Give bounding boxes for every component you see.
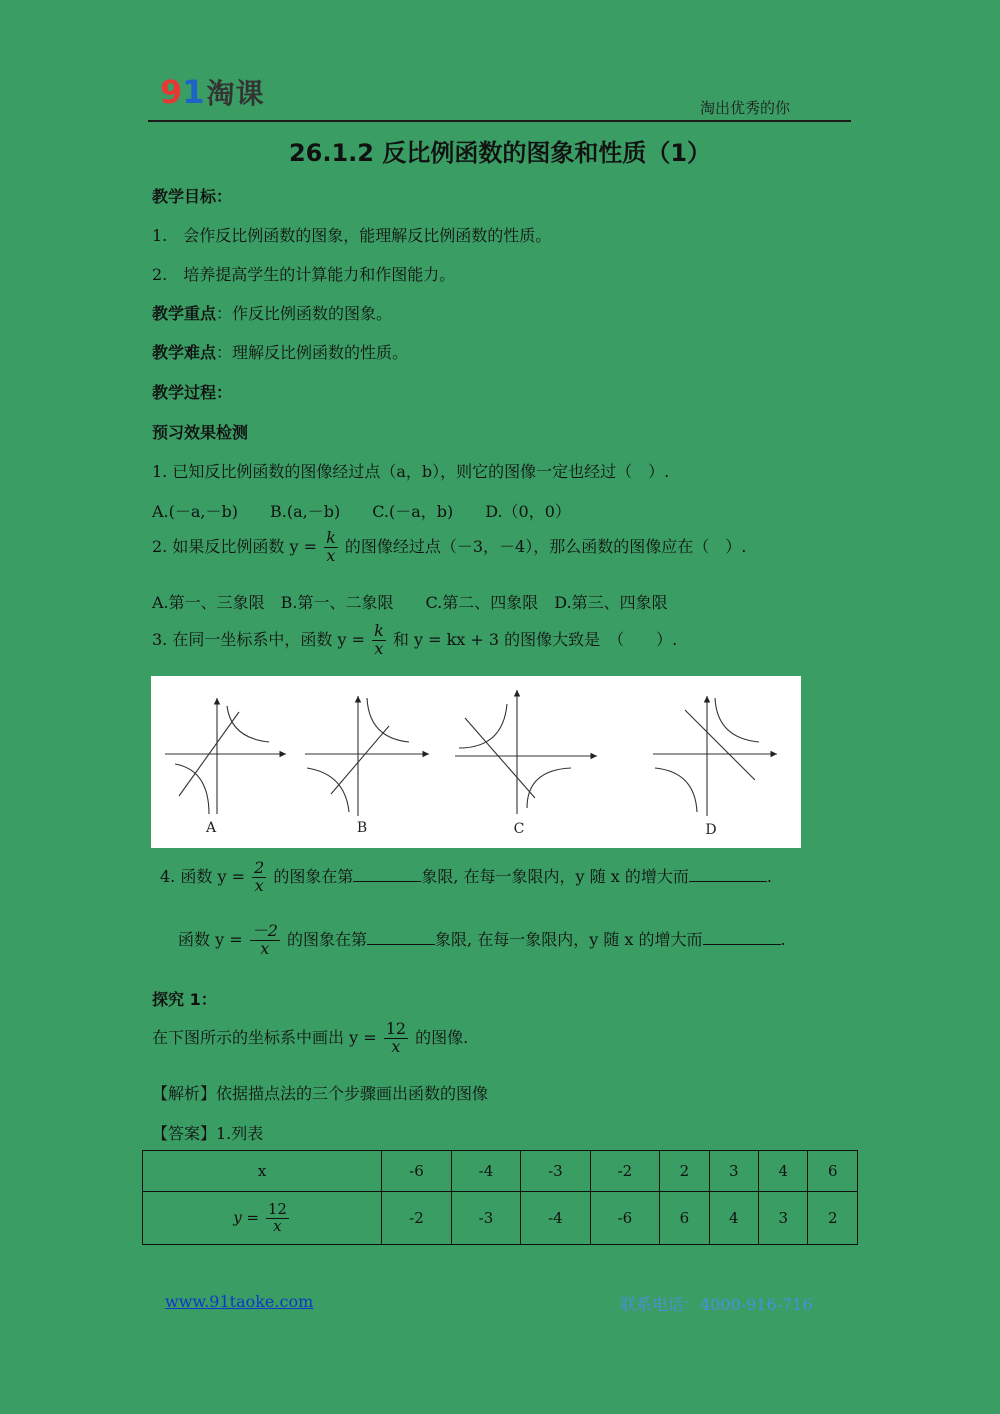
website-link[interactable]: www.91taoke.com xyxy=(165,1292,314,1311)
table-cell: 2 xyxy=(660,1151,709,1192)
q2-prefix: 2. 如果反比例函数 y = xyxy=(152,536,317,556)
q3-suffix: 和 y = kx + 3 的图像大致是 （ ）. xyxy=(392,629,678,649)
q2-fraction xyxy=(324,530,338,565)
explore-denominator: x xyxy=(391,1036,401,1056)
q4-line2-mid2: 象限, 在每一象限内，y 随 x 的增大而 xyxy=(435,929,703,949)
q4-line2-blank-1[interactable] xyxy=(367,930,435,945)
table-cell: 6 xyxy=(808,1151,858,1192)
q3-denominator: x xyxy=(374,638,384,658)
explore-prefix: 在下图所示的坐标系中画出 y = xyxy=(152,1027,377,1047)
key-point xyxy=(152,301,392,324)
table-cell: -6 xyxy=(590,1192,659,1245)
graph-b-line xyxy=(331,726,389,794)
contact-phone: 联系电话：4000-916-716 xyxy=(620,1295,813,1314)
analysis-text: 【解析】依据描点法的三个步骤画出函数的图像 xyxy=(152,1084,489,1103)
q3-prefix: 3. 在同一坐标系中，函数 y = xyxy=(152,629,365,649)
logo-text: 淘课 xyxy=(206,77,265,110)
question-4-line-2 xyxy=(178,923,786,958)
graph-options-svg xyxy=(151,676,801,848)
logo-one: 1 xyxy=(182,73,205,111)
graph-c-line xyxy=(465,718,535,798)
table-cell: -4 xyxy=(451,1151,520,1192)
objective-item-2: 2. 培养提高学生的计算能力和作图能力。 xyxy=(152,265,456,284)
q4-denominator: x xyxy=(254,875,264,895)
q4-mid2: 象限, 在每一象限内，y 随 x 的增大而 xyxy=(421,866,689,886)
difficulty-text: ：理解反比例函数的性质。 xyxy=(216,343,409,362)
q4-line2-numerator: －2 xyxy=(251,921,278,940)
page-title: 26.1.2 反比例函数的图象和性质（1） xyxy=(288,139,712,167)
key-point-label: 教学重点 xyxy=(152,304,217,323)
q4-fraction xyxy=(252,860,266,895)
graph-b-curve-2 xyxy=(307,768,349,812)
q4-prefix: 4. 函数 y = xyxy=(160,866,245,886)
explore-fraction xyxy=(384,1021,408,1056)
question-1-options: A.(－a,－b) B.(a,－b) C.(－a，b) D.（0，0） xyxy=(152,502,571,521)
key-point-text: ：作反比例函数的图象。 xyxy=(216,304,393,323)
q4-line2-mid: 的图象在第 xyxy=(287,929,368,949)
y-prefix: y = xyxy=(233,1208,260,1226)
answer-text: 【答案】1.列表 xyxy=(152,1124,264,1143)
q2-denominator: x xyxy=(326,545,336,565)
graph-label-d: D xyxy=(705,822,717,838)
q4-line2-blank-2[interactable] xyxy=(703,930,781,945)
question-3 xyxy=(152,623,677,658)
question-2-options: A.第一、三象限 B.第一、二象限 C.第二、四象限 D.第三、四象限 xyxy=(152,593,668,612)
graph-label-c: C xyxy=(513,821,525,837)
q4-blank-1[interactable] xyxy=(353,867,421,882)
logo xyxy=(160,72,265,112)
table-cell: -3 xyxy=(451,1192,520,1245)
table-cell: -6 xyxy=(382,1151,451,1192)
process-heading: 教学过程： xyxy=(152,383,233,402)
q4-line2-prefix: 函数 y = xyxy=(178,929,243,949)
graph-c-curve-2 xyxy=(527,768,571,808)
objective-item-1: 1. 会作反比例函数的图象，能理解反比例函数的性质。 xyxy=(152,226,552,245)
logo-nine: 9 xyxy=(160,73,183,111)
explore-prompt xyxy=(152,1021,468,1056)
graph-a-curve-1 xyxy=(227,706,269,742)
slogan: 淘出优秀的你 xyxy=(700,99,791,117)
difficulty-label: 教学难点 xyxy=(152,343,217,362)
value-table xyxy=(142,1150,858,1245)
graph-label-a: A xyxy=(205,820,217,836)
q4-line2-end: . xyxy=(780,929,786,949)
objectives-heading: 教学目标： xyxy=(152,187,233,206)
q4-end: . xyxy=(766,866,772,886)
q2-suffix: 的图像经过点（－3，－4），那么函数的图像应在（ ）. xyxy=(344,536,747,556)
header-divider xyxy=(148,120,851,122)
q4-line2-denominator: x xyxy=(260,938,270,958)
table-cell: 4 xyxy=(709,1192,758,1245)
q4-blank-2[interactable] xyxy=(689,867,767,882)
q4-mid: 的图象在第 xyxy=(273,866,354,886)
y-fraction xyxy=(266,1199,289,1235)
question-1: 1. 已知反比例函数的图像经过点（a，b），则它的图像一定也经过（ ）. xyxy=(152,462,670,481)
table-cell: -3 xyxy=(521,1151,590,1192)
difficulty xyxy=(152,340,408,363)
table-header-x: x xyxy=(143,1151,382,1192)
q3-numerator: k xyxy=(374,621,384,640)
graph-d-curve-2 xyxy=(655,768,697,812)
table-header-y xyxy=(143,1192,382,1245)
table-cell: 3 xyxy=(709,1151,758,1192)
q3-fraction xyxy=(372,623,386,658)
table-cell: -2 xyxy=(590,1151,659,1192)
graph-a-curve-2 xyxy=(175,764,209,814)
graph-label-b: B xyxy=(356,820,368,836)
y-denominator: x xyxy=(273,1216,282,1235)
graph-d-curve-1 xyxy=(715,698,759,742)
table-cell: 4 xyxy=(759,1151,808,1192)
graph-b-curve-1 xyxy=(367,698,409,742)
table-cell: 2 xyxy=(808,1192,858,1245)
table-row xyxy=(143,1192,858,1245)
q4-line2-fraction xyxy=(250,923,280,958)
table-cell: 3 xyxy=(759,1192,808,1245)
question-2 xyxy=(152,530,746,565)
explore-suffix: 的图像. xyxy=(415,1027,469,1047)
graph-options-figure xyxy=(151,676,801,848)
q4-numerator: 2 xyxy=(254,858,265,877)
table-cell: -2 xyxy=(382,1192,451,1245)
table-cell: 6 xyxy=(660,1192,709,1245)
table-cell: -4 xyxy=(521,1192,590,1245)
question-4-line-1 xyxy=(160,860,772,895)
q2-numerator: k xyxy=(326,528,336,547)
preview-heading: 预习效果检测 xyxy=(152,423,249,442)
table-row xyxy=(143,1151,858,1192)
graph-c-curve-1 xyxy=(459,704,507,748)
y-numerator: 12 xyxy=(267,1199,287,1218)
explore-numerator: 12 xyxy=(385,1019,407,1038)
explore-heading: 探究 1： xyxy=(152,990,217,1009)
graph-d-line xyxy=(685,710,755,780)
